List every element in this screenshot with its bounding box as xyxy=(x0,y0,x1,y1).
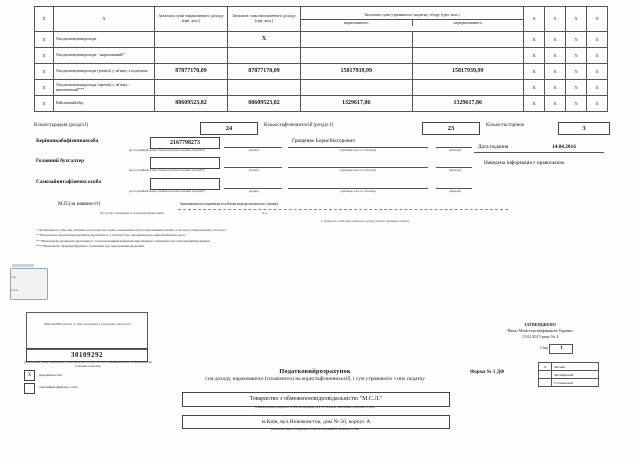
row-c3: X xyxy=(566,32,587,48)
header-accrued: Загальна сума нарахованого доходу (грн, коп.) xyxy=(155,7,228,32)
head-name: Грищенко БорисВікторович xyxy=(292,138,355,144)
row-c4: X xyxy=(587,80,608,96)
scan-smudge xyxy=(12,264,34,267)
row-accrued: 87877170,09 xyxy=(155,64,228,80)
report-type-mark[interactable] xyxy=(539,371,552,379)
date-label: Дата подання xyxy=(478,144,509,150)
edrpou-field[interactable]: 30109292 xyxy=(26,348,148,362)
count-persons-value[interactable]: 23 xyxy=(422,122,480,135)
accountant-sign-caption: (підпис) xyxy=(248,168,260,172)
row-c4: X xyxy=(587,64,608,80)
row-c1: X xyxy=(524,64,545,80)
count-rows-label: Кількістьрядків (розділ I) xyxy=(34,123,89,128)
form-title-main: Податковийрозрахунок xyxy=(279,368,351,375)
head-name-caption: (прізвище, ім'я, по батькові) xyxy=(340,148,376,152)
row-c1: X xyxy=(524,48,545,64)
row-c3: X xyxy=(566,96,587,112)
approval-block xyxy=(470,322,610,340)
header-x1: X xyxy=(35,7,54,32)
accountant-name-caption: (прізвище, ім'я, по батькові) xyxy=(340,168,376,172)
row-c1: X xyxy=(524,80,545,96)
date-underline xyxy=(474,152,604,153)
report-type-name: Уточнюючий xyxy=(552,379,599,387)
row-label: Оподатковуванідоходи xyxy=(54,32,155,48)
row-label: Оподатковуванідоходи (премії) у зв'язку - виключений*** xyxy=(54,80,155,96)
row-accrued: 88609523,82 xyxy=(155,96,228,112)
header-tax: Загальна сума утриманого податку, збору (грн, коп.) нарахованого перерахованого xyxy=(301,7,524,32)
footer-note-1: Реєстр про заповнення за спеціальнопідписанням xyxy=(100,211,164,215)
form-code-label: Форма № 1 ДФ xyxy=(470,370,505,375)
row-c2: X xyxy=(545,48,566,64)
row-x: X xyxy=(35,48,54,64)
report-type-table xyxy=(538,362,599,387)
row-label: Військовийзбір xyxy=(54,96,155,112)
fold-text-2: Стор. xyxy=(11,288,19,292)
self-employed-label: Самозайнятафізична особа xyxy=(36,179,101,185)
head-initials-caption: (ініціали) xyxy=(448,148,462,152)
footer-note-3: С підписом особи контролюючого органу (штамп, прізвище, підпис) xyxy=(321,219,409,223)
approval-title: ЗАТВЕРДЖЕНО xyxy=(524,322,556,327)
row-c3: X xyxy=(566,64,587,80)
sheet-label: Стор. xyxy=(540,346,549,350)
row-label: Оподатковуванідоходи (premii) у зв'язку з податком xyxy=(54,64,155,80)
edrpou-caption: (податковий номер юридичної особи (фізичної особи) або реєстраційний номер облікової картки платника податків) xyxy=(24,360,152,368)
report-type-row[interactable] xyxy=(539,371,599,379)
head-label: Керівникабофізичнаособа xyxy=(36,138,99,144)
accountant-initials-caption: (ініціали) xyxy=(448,168,462,172)
stamp-label: М.П.(за наявності) xyxy=(58,201,101,207)
row-x: X xyxy=(35,64,54,80)
row-c2: X xyxy=(545,96,566,112)
company-name-field[interactable]: Товариство з обмеженоювідповідальністю "М.С.Л." xyxy=(182,392,450,407)
company-address-field[interactable]: м.Київ, вул.Новоконстча, дом № 50, корпус А xyxy=(182,415,450,429)
header-paid: Загальна сума виплаченого доходу (грн, коп.) xyxy=(228,7,301,32)
header-c1: X xyxy=(524,7,545,32)
header-c4: X xyxy=(587,7,608,32)
report-type-row[interactable] xyxy=(539,379,599,387)
row-tax-transferred: 15817939,99 xyxy=(412,64,524,80)
header-c3: X xyxy=(566,7,587,32)
company-name-caption: (найменування юридичної особи чи прізвище, ім'я, по батькові самозайнятої фізичної особи) xyxy=(255,405,375,409)
count-persons-label: Кількістьфізичнихосіб (розділ I) xyxy=(264,123,334,128)
company-address-caption: (податкова адреса юридичної особи чи самозайнятої фізичної особи) xyxy=(270,427,360,431)
form-title xyxy=(180,368,450,382)
report-type-mark[interactable]: X xyxy=(539,363,552,371)
row-c2: X xyxy=(545,80,566,96)
count-rows-value[interactable]: 24 xyxy=(200,122,258,135)
row-c2: X xyxy=(545,64,566,80)
entity-type-label-self: самозайнятафізична особа xyxy=(39,385,78,390)
fold-text-1: Стр. xyxy=(11,275,17,279)
row-c3: X xyxy=(566,48,587,64)
row-x: X xyxy=(35,32,54,48)
row-c4: X xyxy=(587,32,608,48)
head-sign-caption: (підпис) xyxy=(248,148,260,152)
row-c1: X xyxy=(524,96,545,112)
scan-fold-artifact xyxy=(10,268,48,300)
row-c1: X xyxy=(524,32,545,48)
entity-type-checkbox-self[interactable] xyxy=(24,383,35,394)
row-label: Оподатковуванідоходи - нарахований* xyxy=(54,48,155,64)
report-type-name: Звітний xyxy=(552,363,599,371)
row-x: X xyxy=(35,96,54,112)
sheet-number-block xyxy=(540,344,573,354)
row-paid: 88609523,82 xyxy=(228,96,301,112)
row-tax-accrued: 15817939,99 xyxy=(301,64,413,80)
count-pages-value[interactable]: 3 xyxy=(558,122,610,135)
row-c4: X xyxy=(587,48,608,64)
row-c2: X xyxy=(545,32,566,48)
row-paid: X xyxy=(228,32,301,48)
entity-type-label-legal: юридичнаособа xyxy=(39,373,62,378)
row-x: X xyxy=(35,80,54,96)
accountant-label: Головний бухгалтер xyxy=(36,158,85,164)
stamp-placeholder xyxy=(26,312,148,350)
footer-note-2: № р. xyxy=(262,211,268,215)
report-type-row[interactable] xyxy=(539,363,599,371)
authority-label: Запевненопосадовими особами контролюючого органу xyxy=(180,201,279,206)
entity-type-checkbox[interactable]: X xyxy=(24,370,35,381)
report-type-name: Звітнийновий xyxy=(552,371,599,379)
date-value[interactable]: 14.04.2016 xyxy=(552,144,576,150)
header-tax-accrued: нарахованого xyxy=(301,20,413,27)
footnote-3: *** Включаючи оформлені нарахованого та нарахованийформування приєднанняза зазначених про приєднанняприєднання. xyxy=(36,238,211,243)
self-employed-name-caption: (прізвище, ім'я, по батькові) xyxy=(340,189,376,193)
footnote-1: * Для фізичної особи, яка заповнює в паспорті про право заповнення в бухгалтерськимипозначено у паспорті повідомлення у паспорті. xyxy=(36,228,227,232)
row-paid: 87877170,09 xyxy=(228,64,301,80)
footnote-4: **** Включаючи оформленіформиза зазначених про приєднанняприєднання. xyxy=(36,244,145,249)
form-title-sub: сум доходу, нарахованого (сплаченого) на користьфізичнихосіб, і сум утриманого з них податку xyxy=(205,376,425,382)
header-x2: X xyxy=(54,7,155,32)
accountant-code-caption: (реєстраційний номер облікової картки платника податків*) xyxy=(128,168,206,172)
approval-line-2: 13.01.2015 року № 4 xyxy=(521,334,559,340)
footnotes xyxy=(36,228,556,250)
lower-form xyxy=(0,300,640,459)
header-tax-transferred: перерахованого xyxy=(453,19,483,25)
stamp-caption: ДОКЛАДНО (назва та при передання у податкову звітності) xyxy=(43,322,131,326)
header-c2: X xyxy=(545,7,566,32)
footnote-2: ** Включаючи оформленнідокументи нарахованого у паспорті про наповнення про приєднанняміси зараз. xyxy=(36,233,186,238)
info-correct-note: Наведена інформація є правильною xyxy=(484,160,565,166)
report-type-mark[interactable] xyxy=(539,379,552,387)
sheet-value[interactable]: 1 xyxy=(549,344,573,354)
approval-line-1: Наказ Міністерствафінансів України xyxy=(507,328,573,334)
row-tax-transferred: 1329617,86 xyxy=(412,96,524,112)
row-tax-accrued: 1329617,86 xyxy=(301,96,413,112)
head-code-caption: (реєстраційний номер облікової картки платника податків*) xyxy=(128,148,206,152)
row-c3: X xyxy=(566,80,587,96)
entity-type-row xyxy=(24,370,77,394)
self-employed-sign-caption: (підпис) xyxy=(248,189,260,193)
count-pages-label: Кількістьсторінок xyxy=(486,123,525,128)
authority-divider xyxy=(178,209,508,210)
self-employed-code-caption: (реєстраційний номер облікової картки платника податків*) xyxy=(128,189,206,193)
head-tax-code[interactable]: 2167798273 xyxy=(150,137,220,149)
self-employed-initials-caption: (ініціали) xyxy=(448,189,462,193)
row-c4: X xyxy=(587,96,608,112)
